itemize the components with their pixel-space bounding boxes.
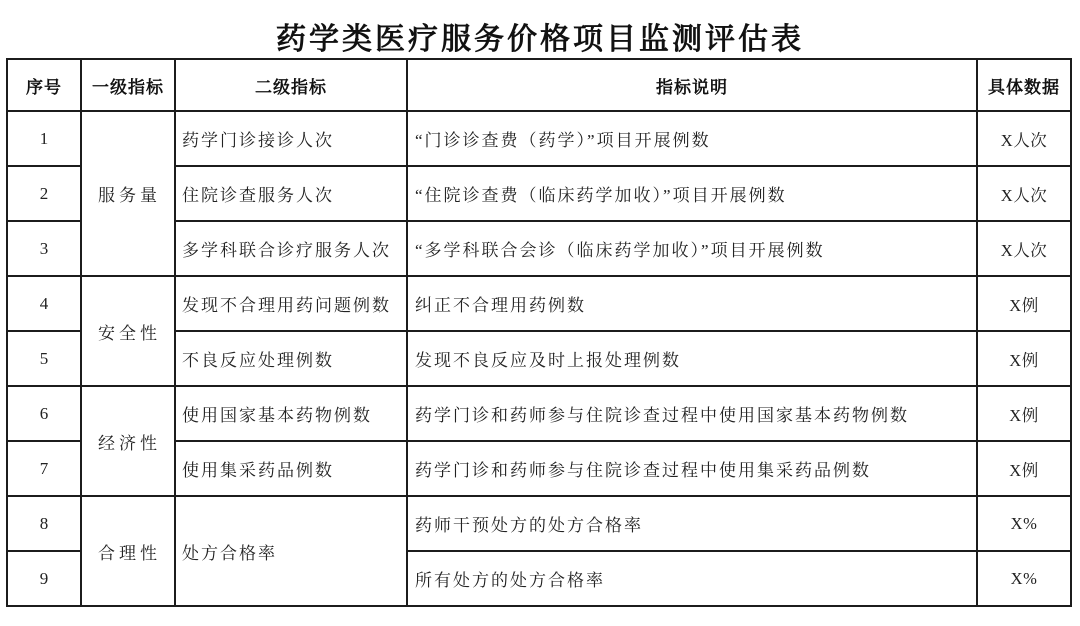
cell-specific-data: X% (977, 551, 1071, 606)
col-header-level1-indicator: 一级指标 (81, 59, 175, 111)
cell-indicator-desc: “住院诊查费（临床药学加收）”项目开展例数 (407, 166, 977, 221)
cell-specific-data: X例 (977, 331, 1071, 386)
cell-seq: 2 (7, 166, 81, 221)
cell-specific-data: X人次 (977, 166, 1071, 221)
cell-indicator-desc: “多学科联合会诊（临床药学加收）”项目开展例数 (407, 221, 977, 276)
cell-level1-indicator: 合理性 (81, 496, 175, 606)
evaluation-table (6, 58, 1072, 607)
cell-level1-indicator: 经济性 (81, 386, 175, 496)
cell-seq: 9 (7, 551, 81, 606)
cell-level1-indicator: 服务量 (81, 111, 175, 276)
cell-specific-data: X例 (977, 386, 1071, 441)
cell-level2-indicator: 药学门诊接诊人次 (175, 111, 407, 166)
cell-seq: 8 (7, 496, 81, 551)
cell-specific-data: X% (977, 496, 1071, 551)
cell-level2-indicator: 不良反应处理例数 (175, 331, 407, 386)
cell-indicator-desc: “门诊诊查费（药学）”项目开展例数 (407, 111, 977, 166)
cell-seq: 5 (7, 331, 81, 386)
cell-indicator-desc: 所有处方的处方合格率 (407, 551, 977, 606)
cell-seq: 6 (7, 386, 81, 441)
cell-level2-indicator: 多学科联合诊疗服务人次 (175, 221, 407, 276)
col-header-level2-indicator: 二级指标 (175, 59, 407, 111)
cell-specific-data: X人次 (977, 111, 1071, 166)
col-header-indicator-desc: 指标说明 (407, 59, 977, 111)
cell-seq: 7 (7, 441, 81, 496)
table-row (7, 386, 1071, 441)
header-row (7, 59, 1071, 111)
cell-specific-data: X人次 (977, 221, 1071, 276)
cell-indicator-desc: 药学门诊和药师参与住院诊查过程中使用国家基本药物例数 (407, 386, 977, 441)
cell-specific-data: X例 (977, 276, 1071, 331)
cell-indicator-desc: 纠正不合理用药例数 (407, 276, 977, 331)
cell-seq: 3 (7, 221, 81, 276)
cell-indicator-desc: 发现不良反应及时上报处理例数 (407, 331, 977, 386)
cell-specific-data: X例 (977, 441, 1071, 496)
cell-level2-indicator: 发现不合理用药问题例数 (175, 276, 407, 331)
page-title: 药学类医疗服务价格项目监测评估表 (276, 23, 804, 56)
col-header-seq: 序号 (7, 59, 81, 111)
cell-level1-indicator: 安全性 (81, 276, 175, 386)
cell-seq: 1 (7, 111, 81, 166)
table-row (7, 276, 1071, 331)
table-row (7, 496, 1071, 551)
cell-indicator-desc: 药师干预处方的处方合格率 (407, 496, 977, 551)
table-row (7, 111, 1071, 166)
cell-level2-indicator: 使用集采药品例数 (175, 441, 407, 496)
col-header-specific-data: 具体数据 (977, 59, 1071, 111)
cell-level2-indicator: 使用国家基本药物例数 (175, 386, 407, 441)
cell-indicator-desc: 药学门诊和药师参与住院诊查过程中使用集采药品例数 (407, 441, 977, 496)
cell-level2-indicator: 处方合格率 (175, 496, 407, 606)
cell-level2-indicator: 住院诊查服务人次 (175, 166, 407, 221)
cell-seq: 4 (7, 276, 81, 331)
